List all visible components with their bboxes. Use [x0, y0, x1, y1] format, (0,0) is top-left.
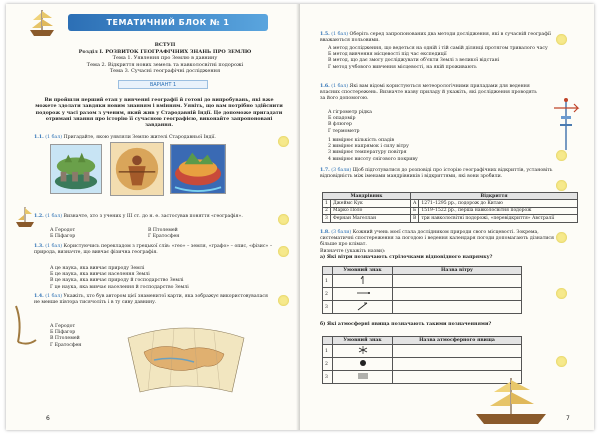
question-1-6: 1.6. (1 бал) Які вам відомі користуються метеорологічними приладами для ведення власних спостережень. Визначте назву приладу й укажіть, які дослідження проводять за його допомогою. — [320, 84, 537, 102]
score-dot — [278, 295, 289, 306]
ancient-sky-figure-image — [110, 142, 164, 196]
variant-label: ВАРІАНТ 1 — [118, 80, 208, 89]
q6-options: А гігрометр рідка Б опадомір В флюгер Г термометр — [328, 110, 372, 134]
score-dot — [278, 214, 289, 225]
textbook-spread — [6, 4, 594, 430]
table-row: 3 Фернан Магеллан В три навколосвітні подорожі, «перевідкриття» Австралії — [323, 215, 578, 222]
q4-options: А Геродот Б Піфагор В Птолемей Г Ератосфен — [50, 324, 82, 348]
q6-measure-options: 1 вимірює кількість опадів 2 вимірює напрямок і силу вітру 3 вимірює температуру повітря 4 вимірює висоту снігового покриву — [328, 138, 418, 162]
weather-vane-image — [548, 94, 584, 152]
snow-symbol-icon — [357, 345, 369, 355]
left-page — [6, 4, 300, 430]
question-1-2: 1.2. (1 бал) Визначте, хто з учених у III ст. до н. е. застосував поняття «географія». — [34, 214, 243, 219]
right-page — [300, 4, 594, 430]
page-number-right: 7 — [566, 415, 570, 422]
table-row: 2 — [323, 358, 522, 371]
question-1-8: 1.8. (3 бали) Кожний учень моєї стала дослідником природи свого місцевості. Зокрема, систематичні спостереження за погодою і ведення календаря погоди допомагають дізнатися більше про клімат. Визначте (укажіть назви): а) Які вітри позначають стрілочками відповідного напрямку? — [320, 230, 555, 260]
score-dot — [556, 356, 567, 367]
score-dot — [556, 150, 567, 161]
lead-paragraph: Ви пройшли перший етап у вивченні географії й готові до випробувань, які вже можете здолати завдяки новим знанням і вмінням. Уявіть, що вам потрібно здійснити подорож у часі разом з ученим, який жив у Стародавній Індії. Це допоможе пригадати отримані знання про історію її сучасною географією, виконайте запропоновані завдання. — [35, 97, 283, 129]
wind-arrow-northeast-icon — [353, 301, 373, 311]
question-1-1: 1.1. (1 бал) Пригадайте, якою уявляли Землю жителі Стародавньої Індії. — [34, 135, 216, 140]
table-row: 2 — [323, 288, 522, 301]
q3-options: А це наука, яка вивчає природу Землі Б це наука, яка вивчає населення Землі В це наука, яка вивчає природу й господарство Землі Г це наука, яка вивчає населення й господарство Землі — [50, 266, 189, 290]
score-dot — [556, 288, 567, 299]
score-dot — [556, 232, 567, 243]
table-row: 1 — [323, 345, 522, 358]
table-row: 2 Марко Поло Б 1519–1522 рр., перша навколосвітня подорож — [323, 207, 578, 214]
question-1-5: 1.5. (1 бал) Оберіть серед запропонованих два методи дослідження, які в сучасній географії вважаються польовими. — [320, 32, 551, 44]
rain-symbol-icon — [357, 358, 369, 368]
score-dot — [278, 246, 289, 257]
score-dot — [556, 34, 567, 45]
question-1-8-b: б) Які атмосферні явища позначають такими позначеннями? — [320, 322, 492, 327]
sailing-ship-icon — [26, 6, 58, 40]
table-row: 1 — [323, 275, 522, 288]
score-dot — [278, 136, 289, 147]
travelers-table — [322, 192, 578, 223]
wind-arrow-east-icon — [353, 288, 373, 298]
q2-options-col1: А Геродот Б Піфагор — [50, 228, 76, 240]
table-row: 3 — [323, 301, 522, 314]
q5-options: А метод дослідження, що ведеться на одній і тій самій ділянці протягом тривалого часу Б метод вивчення місцевості під час експедиції В метод, що дає змогу досліджувати об'єкти Землі з великої відстані Г метод учбового вивчення місцевості, на якій проживають — [328, 46, 548, 70]
topic-1: Тема 1. Уявлення про Землю в давнину — [112, 55, 218, 62]
wind-arrow-north-icon — [353, 275, 373, 285]
section-heading: Розділ I. РОЗВИТОК ГЕОГРАФІЧНИХ ЗНАНЬ ПРО ЗЕМЛЮ — [78, 48, 252, 55]
table-row: 1 Джеймс Кук А 1271–1295 рр., подорож до Китаю — [323, 200, 578, 207]
ancient-earth-elephants-image — [50, 144, 102, 194]
intro-heading: ВСТУП — [154, 42, 176, 48]
question-1-4: 1.4. (1 бал) Укажіть, хто був автором цієї знаменитої карти, яка зображує використовувалася не менше півтора тисячоліть і в ту сиву давнину. — [34, 294, 268, 306]
weather-symbols-table: Умовний знак Назва атмосферного явища 1 2 3 — [322, 336, 522, 384]
fog-symbol-icon — [356, 371, 370, 381]
anchor-decoration-icon — [12, 302, 42, 348]
col-traveler: Мандрівник — [323, 193, 411, 200]
ancient-turtle-world-image — [170, 144, 226, 194]
wind-symbols-table: Умовний знак Назва вітру 1 2 3 — [322, 266, 522, 314]
ptolemy-world-map-image — [124, 322, 248, 396]
topic-2: Тема 2. Відкриття нових земель та навколосвітні подорожі — [86, 61, 244, 68]
small-ship-icon — [14, 204, 36, 230]
block-title-banner: ТЕМАТИЧНИЙ БЛОК № 1 — [68, 14, 268, 31]
q2-options-col2: В Птолемей Г Ератосфен — [148, 228, 180, 240]
question-1-7: 1.7. (3 бали) Щоб підготуватися до розповіді про історію географічних відкриттів, установіть відповідність між іменами мандрівників і відкриттями, які вони зробили. — [320, 168, 553, 180]
topic-3: Тема 3. Сучасні географічні дослідження — [109, 68, 221, 75]
sailing-ship-illustration — [466, 374, 556, 426]
score-dot — [556, 180, 567, 191]
page-number-left: 6 — [46, 415, 50, 422]
col-discovery: Відкриття — [411, 193, 578, 200]
section-intro — [40, 42, 290, 75]
table-row: 3 — [323, 371, 522, 384]
question-1-3: 1.3. (1 бал) Користуючись перекладом з грецької слів: «гео» – земля, «графо» – опис, «фізис» – природа, визначте, що вивчає фізична географія. — [34, 244, 273, 256]
